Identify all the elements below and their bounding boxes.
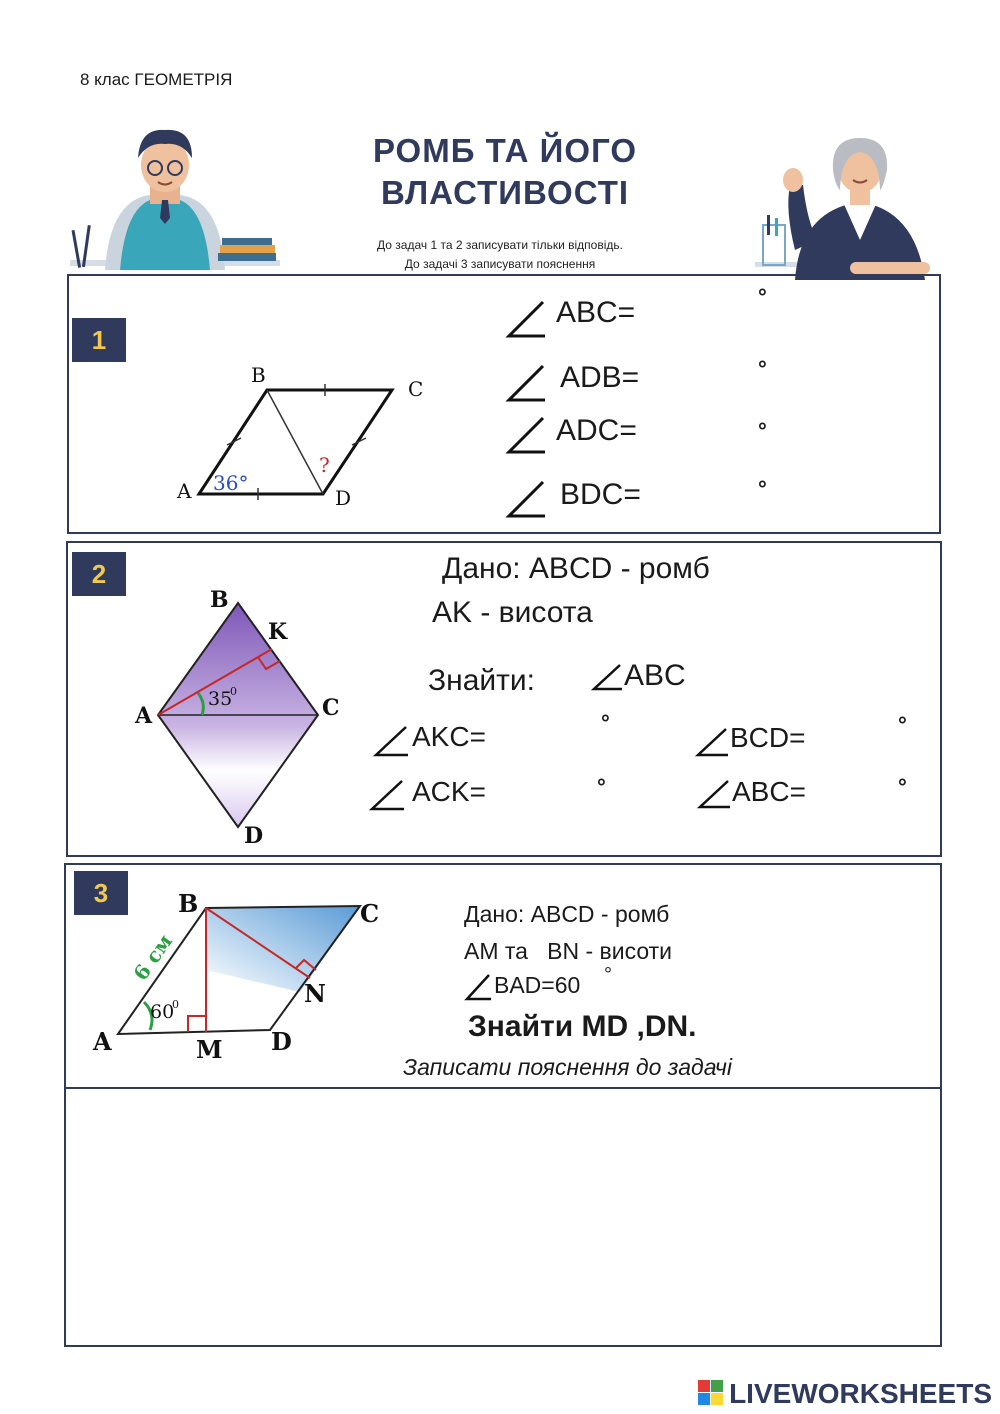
degree-sign: ° [758,284,767,309]
task1-answer1-label: ABC= [556,296,636,329]
degree-sign: ° [758,418,767,443]
task1-rhombus-figure [165,360,445,510]
task2-answer2-label: BCD= [730,722,806,753]
task3-number-badge: 3 [74,871,128,915]
task1-angle-36: 36° [213,471,249,495]
task1-answer2-input[interactable] [655,364,750,396]
task2-given-line1: Дано: ABCD - ромб [442,552,710,585]
angle-icon [503,414,547,456]
task2-answer3-label: ACK= [412,776,486,807]
task2-find-label: Знайти: [428,664,535,697]
task3-label-c: C [360,899,380,928]
instruction-line1: До задач 1 та 2 записувати тільки відповідь. [377,238,623,252]
task3-rhombus-figure [88,890,398,1065]
page-title-line2: ВЛАСТИВОСТІ [380,174,630,211]
task2-number-badge: 2 [72,552,126,596]
task2-label-c: C [322,695,340,721]
angle-icon [503,362,547,404]
angle-icon [368,778,406,812]
task1-answer2-label: ADB= [560,361,640,394]
task2-label-b: B [210,587,229,613]
task2-label-d: D [244,823,264,849]
angle-icon [372,724,410,758]
task3-given-line2: AM та BN - висоти [464,938,673,964]
task1-answer3-input[interactable] [655,418,750,450]
task2-answer4-label: ABC= [732,776,806,807]
task3-angle-60: 60 [150,1001,175,1023]
task3-answer-area[interactable] [64,1087,942,1347]
degree-sign: ° [758,356,767,381]
task3-instruction: Записати пояснення до задачі [403,1054,732,1080]
task2-answer4-input[interactable] [820,778,895,808]
task1-answer1-input[interactable] [650,300,750,332]
instruction-line2: До задачі 3 записувати пояснення [404,257,596,271]
task1-label-d: D [335,486,352,510]
degree-sign: ° [601,710,610,735]
degree-sign: ° [898,712,907,737]
task3-given-line1: Дано: ABCD - ромб [464,901,670,927]
task2-answer1-input[interactable] [500,724,595,754]
task1-label-c: C [408,377,424,401]
task2-answer3-input[interactable] [500,778,595,808]
task2-answer2-input[interactable] [818,726,893,756]
task1-number-badge: 1 [72,318,126,362]
task3-angle-sup: 0 [172,998,179,1011]
degree-sign: ° [604,964,612,986]
liveworksheets-logo[interactable]: LIVEWORKSHEETS [729,1378,992,1409]
angle-icon [463,972,493,1002]
liveworksheets-logo-mark [698,1380,724,1411]
task3-given-line3: BAD=60 [494,972,581,998]
degree-sign: ° [758,476,767,501]
angle-icon [503,478,547,520]
task3-side-label: 6 см [128,929,178,985]
task2-rhombus-figure [130,585,350,850]
task2-label-a: A [135,703,153,729]
grade-label: 8 клас ГЕОМЕТРІЯ [80,70,233,89]
task1-label-a: A [177,479,192,503]
degree-sign: ° [898,774,907,799]
task1-answer4-label: BDC= [560,478,641,511]
task2-label-k: K [268,619,288,645]
page-title-line1: РОМБ ТА ЙОГО [372,132,638,169]
teacher-illustration [755,130,935,280]
angle-icon [694,726,730,758]
task2-angle-sup: 0 [230,685,237,698]
task2-given-line2: AK - висота [432,596,593,629]
task1-answer3-label: ADC= [556,414,637,447]
degree-sign: ° [597,774,606,799]
task2-find-angle: ABC [624,659,686,692]
task3-label-m: M [196,1035,223,1064]
task3-find: Знайти MD ,DN. [468,1010,697,1043]
task1-answer4-input[interactable] [655,482,750,514]
task3-label-a: A [93,1027,112,1056]
angle-icon [590,662,624,692]
task2-answer1-label: AKC= [412,721,486,752]
task3-label-b: B [178,890,199,918]
task1-label-b: B [251,363,266,387]
student-illustration [70,120,280,275]
task2-angle-35: 35 [208,688,233,710]
angle-icon [503,298,547,340]
task3-label-n: N [304,979,326,1008]
angle-icon [696,778,732,810]
task1-unknown-angle: ? [319,453,330,477]
task3-label-d: D [271,1027,292,1056]
